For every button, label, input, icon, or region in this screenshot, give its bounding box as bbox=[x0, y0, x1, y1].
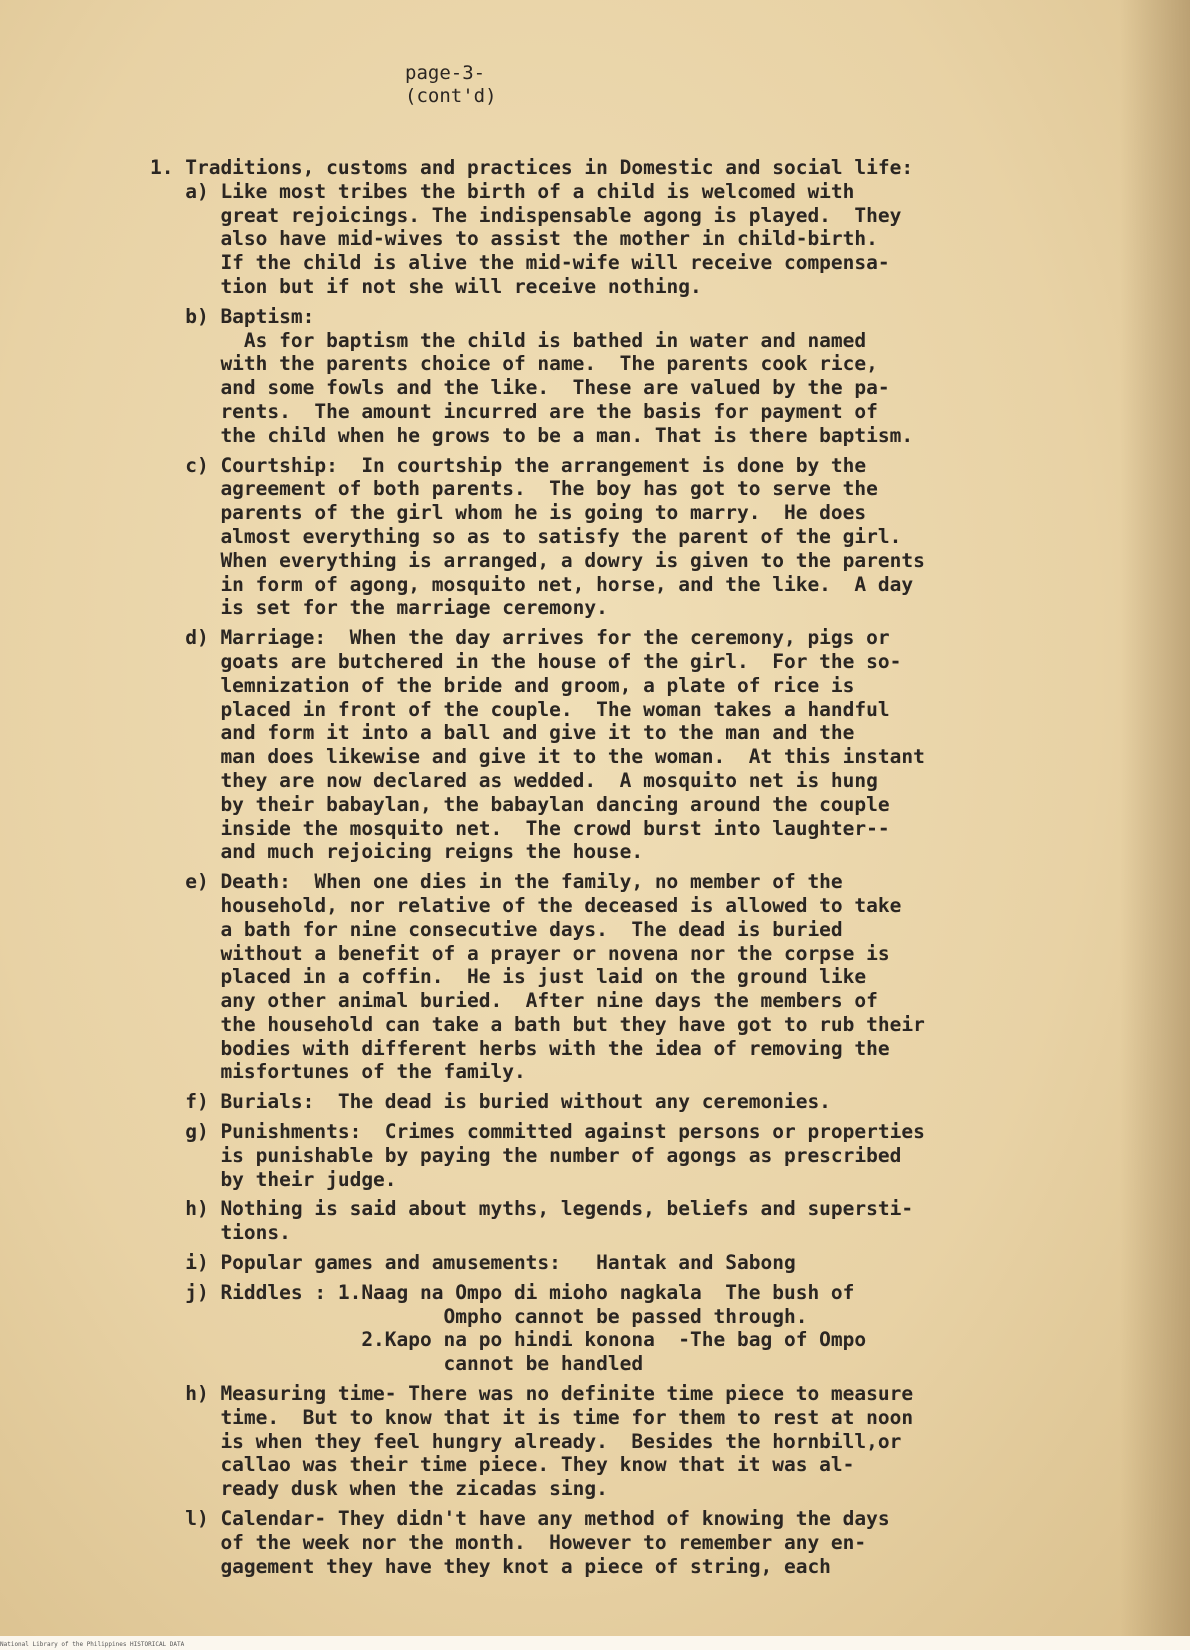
text-line: a) Like most tribes the birth of a child is welcomed with bbox=[150, 179, 855, 203]
text-line: Ompho cannot be passed through. bbox=[150, 1304, 808, 1328]
text-line: a bath for nine consecutive days. The dead is buried bbox=[150, 917, 843, 941]
text-line: great rejoicings. The indispensable agong is played. They bbox=[150, 203, 902, 227]
text-line: g) Punishments: Crimes committed against persons or properties bbox=[150, 1120, 925, 1144]
text-line: and some fowls and the like. These are valued by the pa- bbox=[150, 376, 890, 400]
text-line: 1. Traditions, customs and practices in Domestic and social life: bbox=[150, 156, 914, 179]
text-line: i) Popular games and amusements: Hantak and Sabong bbox=[150, 1251, 796, 1275]
text-line: agreement of both parents. The boy has got to serve the bbox=[150, 477, 878, 501]
text-line: almost everything so as to satisfy the parent of the girl. bbox=[150, 524, 902, 548]
text-line: rents. The amount incurred are the basis for payment of bbox=[150, 399, 878, 423]
text-line: the household can take a bath but they have got to rub their bbox=[150, 1012, 925, 1036]
text-line: bodies with different herbs with the idea of removing the bbox=[150, 1036, 890, 1060]
text-line: h) Measuring time- There was no definite time piece to measure bbox=[150, 1382, 914, 1406]
page-number: page-3- bbox=[405, 62, 486, 84]
text-line: f) Burials: The dead is buried without any ceremonies. bbox=[150, 1090, 831, 1114]
text-line: lemnization of the bride and groom, a plate of rice is bbox=[150, 673, 855, 697]
text-line: any other animal buried. After nine days the members of bbox=[150, 989, 878, 1013]
page-header bbox=[405, 62, 497, 108]
text-line: If the child is alive the mid-wife will receive compensa- bbox=[150, 251, 890, 275]
text-line: they are now declared as wedded. A mosquito net is hung bbox=[150, 768, 878, 792]
text-line: 2.Kapo na po hindi konona -The bag of Ompo bbox=[150, 1328, 867, 1352]
text-line: j) Riddles : 1.Naag na Ompo di mioho nagkala The bush of bbox=[150, 1280, 855, 1304]
text-line: placed in a coffin. He is just laid on the ground like bbox=[150, 965, 867, 989]
text-line: time. But to know that it is time for them to rest at noon bbox=[150, 1405, 914, 1429]
text-line: with the parents choice of name. The parents cook rice, bbox=[150, 352, 878, 376]
text-line: l) Calendar- They didn't have any method of knowing the days bbox=[150, 1507, 890, 1531]
text-line: misfortunes of the family. bbox=[150, 1060, 526, 1084]
text-line: c) Courtship: In courtship the arrangement is done by the bbox=[150, 453, 867, 477]
scan-footer-text: National Library of the Philippines HISTORICAL DATA bbox=[0, 1641, 185, 1648]
text-line: is set for the marriage ceremony. bbox=[150, 596, 608, 620]
text-line: placed in front of the couple. The woman takes a handful bbox=[150, 697, 890, 721]
text-line: inside the mosquito net. The crowd burst into laughter-- bbox=[150, 816, 890, 840]
text-line: man does likewise and give it to the woman. At this instant bbox=[150, 745, 925, 769]
text-line: is when they feel hungry already. Besides the hornbill,or bbox=[150, 1429, 902, 1453]
text-line: When everything is arranged, a dowry is given to the parents bbox=[150, 548, 925, 572]
text-line: also have mid-wives to assist the mother in child-birth. bbox=[150, 227, 878, 251]
text-line: h) Nothing is said about myths, legends, beliefs and supersti- bbox=[150, 1197, 914, 1221]
text-line: tion but if not she will receive nothing. bbox=[150, 274, 702, 298]
text-line: and form it into a ball and give it to the man and the bbox=[150, 721, 855, 745]
continued-label: (cont'd) bbox=[405, 85, 497, 107]
text-line: by their judge. bbox=[150, 1167, 397, 1191]
text-line: cannot be handled bbox=[150, 1352, 644, 1376]
text-line: e) Death: When one dies in the family, no member of the bbox=[150, 870, 843, 894]
text-line: As for baptism the child is bathed in water and named bbox=[150, 328, 867, 352]
text-line: callao was their time piece. They know that it was al- bbox=[150, 1453, 855, 1477]
text-line: parents of the girl whom he is going to marry. He does bbox=[150, 501, 867, 525]
text-line: in form of agong, mosquito net, horse, and the like. A day bbox=[150, 572, 914, 596]
text-line: ready dusk when the zicadas sing. bbox=[150, 1477, 608, 1501]
text-line: household, nor relative of the deceased is allowed to take bbox=[150, 893, 902, 917]
text-line: and much rejoicing reigns the house. bbox=[150, 840, 644, 864]
text-line: of the week nor the month. However to remember any en- bbox=[150, 1530, 867, 1554]
text-line: is punishable by paying the number of agongs as prescribed bbox=[150, 1143, 902, 1167]
document-body bbox=[150, 156, 1140, 1578]
text-line: goats are butchered in the house of the girl. For the so- bbox=[150, 649, 902, 673]
text-line: without a benefit of a prayer or novena nor the corpse is bbox=[150, 941, 890, 965]
text-line: gagement they have they knot a piece of string, each bbox=[150, 1554, 831, 1578]
text-line: b) Baptism: bbox=[150, 304, 315, 328]
text-line: tions. bbox=[150, 1221, 291, 1245]
text-line: by their babaylan, the babaylan dancing around the couple bbox=[150, 792, 890, 816]
text-line: the child when he grows to be a man. That is there baptism. bbox=[150, 423, 914, 447]
text-line: d) Marriage: When the day arrives for the ceremony, pigs or bbox=[150, 626, 890, 650]
